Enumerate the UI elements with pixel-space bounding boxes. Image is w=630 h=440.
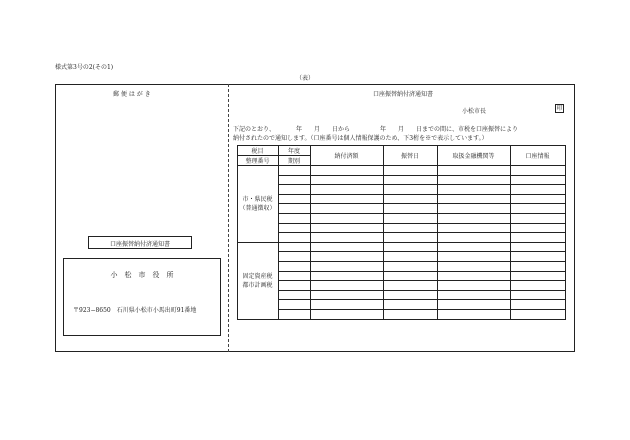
table-row-line <box>278 232 565 233</box>
table-row-line <box>278 175 565 176</box>
table-row-line <box>278 309 565 310</box>
table-header-line <box>237 165 565 166</box>
table-row-line <box>278 213 565 214</box>
notice-body-line1: 下記のとおり、 年 月 日から 年 月 日までの間に、市税を口座振替により <box>233 126 519 133</box>
table-row-line <box>278 271 565 272</box>
table-row-line <box>278 223 565 224</box>
header-amount-paid: 納付済額 <box>334 152 359 160</box>
group-label-line2: （普通徴収） <box>239 205 276 213</box>
header-ref-number: 整理番号 <box>245 157 270 165</box>
table-border-right <box>565 145 566 319</box>
table-group-line <box>237 242 565 243</box>
notice-body-line2: 納付されたので通知します。（口座番号は個人情報保護のため、下3桁を※で表示しています。） <box>233 135 488 142</box>
table-row-line <box>278 261 565 262</box>
header-account-info: 口座情報 <box>525 152 550 160</box>
header-bank: 取扱金融機関等 <box>452 152 495 160</box>
table-row-line <box>278 203 565 204</box>
table-row-line <box>278 280 565 281</box>
sender-address: 〒923−8650 石川県小松市小馬出町91番地 <box>73 307 197 314</box>
table-row-line <box>278 184 565 185</box>
sender-name: 小 松 市 役 所 <box>110 271 174 279</box>
group-label-line2: 都市計画税 <box>242 282 273 290</box>
issuer-name: 小松市長 <box>462 108 487 115</box>
fold-line <box>228 84 229 352</box>
group-label <box>237 165 278 242</box>
header-installment: 期別 <box>287 157 300 165</box>
side-label: （表） <box>296 75 315 82</box>
notice-title: 口座振替納付済通知書 <box>373 91 434 98</box>
header-transfer-date: 振替日 <box>400 152 419 160</box>
group-label <box>237 242 278 319</box>
postcard-title: 郵 便 は が き <box>113 91 151 98</box>
header-fiscal-year: 年度 <box>287 147 300 155</box>
table-row-line <box>278 194 565 195</box>
group-label-line1: 市・県民税 <box>242 196 273 204</box>
form-number: 様式第3号の2(その1) <box>55 64 114 71</box>
group-label-line1: 固定資産税 <box>242 273 273 281</box>
table-row-line <box>278 251 565 252</box>
header-tax-category: 税目 <box>251 147 264 155</box>
table-row-line <box>278 290 565 291</box>
seal-mark: 印 <box>556 105 563 112</box>
table-border-bottom <box>237 319 566 320</box>
table-row-line <box>278 299 565 300</box>
doc-label: 口座振替納付済通知書 <box>109 241 170 248</box>
